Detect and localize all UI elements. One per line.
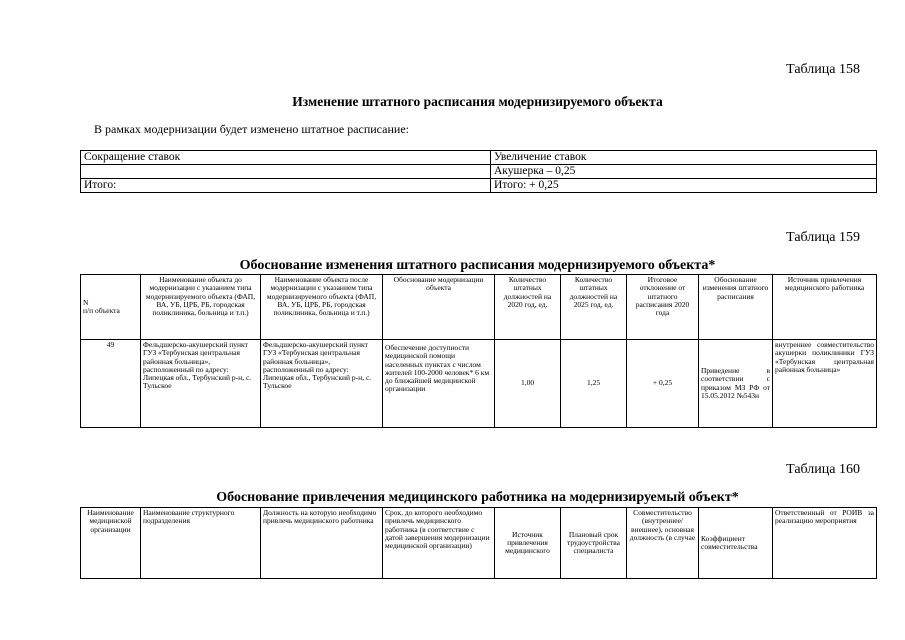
table-row: [81, 340, 877, 428]
header-cell: Увеличение ставок: [491, 151, 877, 165]
header-cell: N п/п объекта: [81, 275, 141, 340]
table-cell: Итого: + 0,25: [491, 179, 877, 193]
header-cell: Источник привлечения медицинского работника: [773, 275, 877, 340]
header-cell: Должность на которую необходимо привлечь медицинского работника: [261, 508, 383, 579]
table-cell: Фельдшерско-акушерский пункт ГУЗ «Тербунская центральная районная больница», расположенный по адресу: Липецкая обл., Тербунский р-н, с. Тульское: [261, 340, 383, 428]
table-159-title: Обоснование изменения штатного расписания модернизируемого объекта*: [239, 258, 716, 273]
table-cell: Фельдшерско-акушерский пункт ГУЗ «Тербунская центральная районная больница», расположенный по адресу: Липецкая обл., Тербунский р-н, с. Тульское: [141, 340, 261, 428]
header-cell: Ответственный от РОИВ за реализацию мероприятия: [773, 508, 877, 579]
header-cell: Наименование структурного подразделения: [141, 508, 261, 579]
table-158-title: Изменение штатного расписания модернизируемого объекта: [292, 94, 663, 109]
table-cell: Акушерка – 0,25: [491, 165, 877, 179]
header-cell: Сокращение ставок: [81, 151, 491, 165]
table-cell: 1,25: [561, 340, 627, 428]
table-row: [81, 151, 877, 165]
header-cell: Срок, до которого необходимо привлечь медицинского работника (в соответствие с датой завершения модернизации медицинской организации): [383, 508, 495, 579]
header-cell: Наименование медицинской организации: [81, 508, 141, 579]
header-cell: Совместительство (внутреннее/внешнее), основная должность (в случае: [627, 508, 699, 579]
table-header-row: [81, 508, 877, 579]
table-header-row: [81, 275, 877, 340]
table-160-number: Таблица 160: [786, 462, 860, 477]
table-160: [80, 507, 877, 579]
header-cell: Обоснование модернизации объекта: [383, 275, 495, 340]
header-cell: Источник привлечения медицинского: [495, 508, 561, 579]
table-cell: внутреннее совместительство акушерки поликлиники ГУЗ «Тербунская центральная районная больница»: [773, 340, 877, 428]
table-159-number: Таблица 159: [786, 230, 860, 245]
header-cell: Количество штатных должностей на 2025 год, ед.: [561, 275, 627, 340]
table-row: [81, 179, 877, 193]
header-cell: Коэффициент совместительства: [699, 508, 773, 579]
table-160-title: Обоснование привлечения медицинского работника на модернизируемый объект*: [216, 490, 739, 505]
table-cell: 49: [81, 340, 141, 428]
table-cell: Приведение в соответствии с приказом МЗ РФ от 15.05.2012 №543н: [699, 340, 773, 428]
table-row: [81, 165, 877, 179]
header-cell: Наименование объекта после модернизации с указанием типа модернизируемого объекта (ФАП, ВА, УБ, ЦРБ, РБ, городская поликлиника, больница и т.п.): [261, 275, 383, 340]
table-cell: + 0,25: [627, 340, 699, 428]
header-cell: Обоснование изменения штатного расписания: [699, 275, 773, 340]
table-158-intro: В рамках модернизации будет изменено штатное расписание:: [94, 122, 409, 136]
table-cell: Обеспечение доступности медицинской помощи населенных пунктах с числом жителей 100-2000 человек* 6 км до ближайшей медицинской организации: [383, 340, 495, 428]
header-cell: Итоговое отклонение от штатного расписания 2020 года: [627, 275, 699, 340]
table-159: [80, 274, 877, 428]
table-158: [80, 150, 877, 193]
table-cell: 1,00: [495, 340, 561, 428]
table-158-number: Таблица 158: [786, 62, 860, 77]
header-cell: Наименование объекта до модернизации с указанием типа модернизируемого объекта (ФАП, ВА, УБ, ЦРБ, РБ, городская поликлиника, больница и т.п.): [141, 275, 261, 340]
table-cell: Итого:: [81, 179, 491, 193]
header-cell: Количество штатных должностей на 2020 год, ед.: [495, 275, 561, 340]
table-cell: [81, 165, 491, 179]
header-cell: Плановый срок трудоустройства специалиста: [561, 508, 627, 579]
